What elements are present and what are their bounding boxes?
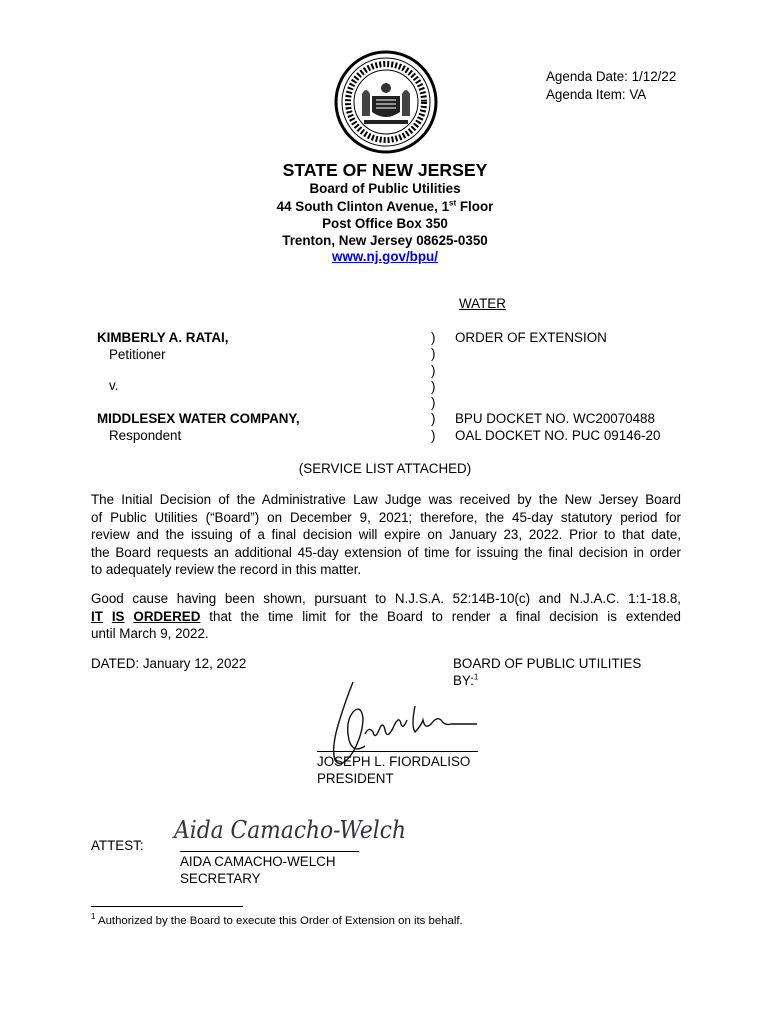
board-signature-title: BOARD OF PUBLIC UTILITIES xyxy=(453,656,642,671)
secretary-title: SECRETARY xyxy=(180,871,261,886)
dated-line: DATED: January 12, 2022 xyxy=(91,656,247,671)
agenda-date: Agenda Date: 1/12/22 xyxy=(546,69,677,84)
state-seal-icon xyxy=(334,50,438,154)
svg-text:Aida Camacho-Welch: Aida Camacho-Welch xyxy=(172,816,406,844)
board-address: 44 South Clinton Avenue, 1st Floor xyxy=(276,198,494,214)
president-title: PRESIDENT xyxy=(317,771,394,786)
footnote: $^1$ Authorized by the Board to execute this Order of Extension on its behalf. xyxy=(91,912,463,927)
respondent-name: MIDDLESEX WATER COMPANY, xyxy=(97,411,300,426)
city-line: Trenton, New Jersey 08625-0350 xyxy=(282,233,488,248)
website-link[interactable]: www.nj.gov/bpu/ xyxy=(332,249,438,264)
paragraph-initial-decision: The Initial Decision of the Administrative Law Judge was received by the New Jersey Board of Public Utilities (“Board”) on December 9, 2021; therefore, the 45-day statutory period for review and the issuing of a final decision will expire on January 23, 2022. Prior to that date, the Board requests an additional 45-day extension of time for issuing the final decision in order to adequately review the record in this matter. xyxy=(91,492,681,578)
website-link-wrap xyxy=(0,249,770,264)
po-box: Post Office Box 350 xyxy=(322,216,448,231)
attest-label: ATTEST: xyxy=(91,838,144,853)
petitioner-name: KIMBERLY A. RATAI, xyxy=(97,330,229,345)
division-label: WATER xyxy=(459,296,506,311)
board-name: Board of Public Utilities xyxy=(309,181,461,196)
secretary-signature-icon xyxy=(172,808,412,848)
versus-label: v. xyxy=(109,378,119,393)
order-title: ORDER OF EXTENSION xyxy=(455,330,607,345)
president-name: JOSEPH L. FIORDALISO xyxy=(317,754,471,769)
oal-docket: OAL DOCKET NO. PUC 09146-20 xyxy=(455,428,661,443)
bpu-docket: BPU DOCKET NO. WC20070488 xyxy=(455,411,655,426)
state-title: STATE OF NEW JERSEY xyxy=(282,160,488,180)
respondent-role: Respondent xyxy=(109,428,182,443)
agenda-item: Agenda Item: VA xyxy=(546,87,647,102)
service-list-note: (SERVICE LIST ATTACHED) xyxy=(298,461,472,476)
president-signature-line xyxy=(317,751,478,752)
caption-parentheses: ) ) ) ) ) ) ) xyxy=(431,330,436,443)
agenda-block xyxy=(546,68,676,104)
paragraph-order: Good cause having been shown, pursuant to N.J.S.A. 52:14B-10(c) and N.J.A.C. 1:1-18.8, IT IS ORDERED that the time limit for the Board to render a final decision is extended until March 9, 2022. xyxy=(91,591,681,642)
by-label: BY:$^1$ xyxy=(453,672,479,688)
secretary-name: AIDA CAMACHO-WELCH xyxy=(180,854,336,869)
footnote-separator xyxy=(91,906,243,907)
petitioner-role: Petitioner xyxy=(109,347,166,362)
secretary-signature-line xyxy=(180,851,359,852)
